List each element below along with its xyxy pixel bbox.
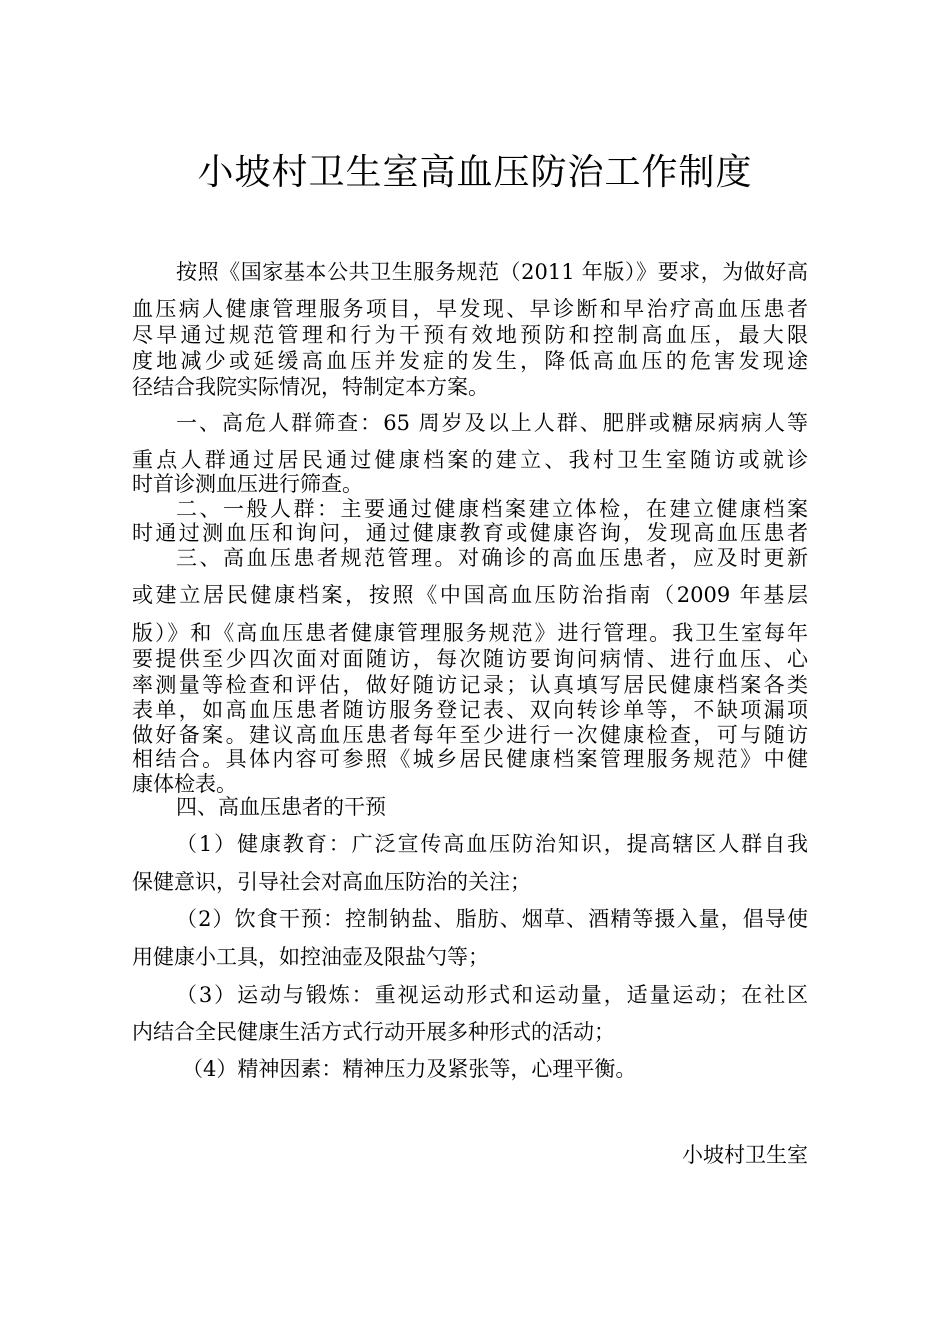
text-line: 四、高血压患者的干预	[176, 795, 386, 819]
text-line: 径结合我院实际情况，特制定本方案。	[132, 375, 489, 399]
text-line: 血压病人健康管理服务项目，早发现、早诊断和早治疗高血压患者	[132, 297, 808, 321]
text-line: （1）健康教育：广泛宣传高血压防治知识，提高辖区人群自我	[176, 832, 808, 856]
text-line: 相结合。具体内容可参照《城乡居民健康档案管理服务规范》中健	[132, 747, 808, 771]
text-line: （4）精神因素：精神压力及紧张等，心理平衡。	[182, 1057, 637, 1081]
text-line: 版）》和《高血压患者健康管理服务规范》进行管理。我卫生室每年	[132, 621, 808, 645]
text-line: 康体检表。	[132, 772, 237, 796]
text-line: 时通过测血压和询问，通过健康教育或健康咨询，发现高血压患者	[132, 521, 808, 545]
text-line: 一、高危人群筛查：65 周岁及以上人群、肥胖或糖尿病病人等	[176, 411, 808, 435]
text-line: 度地减少或延缓高血压并发症的发生，降低高血压的危害发现途	[132, 349, 808, 373]
text-line: 或建立居民健康档案，按照《中国高血压防治指南（2009 年基层	[132, 583, 808, 607]
document-title: 小坡村卫生室高血压防治工作制度	[197, 152, 753, 193]
text-line: 重点人群通过居民通过健康档案的建立、我村卫生室随访或就诊	[132, 448, 808, 472]
text-line: 率测量等检查和评估，做好随访记录；认真填写居民健康档案各类	[132, 673, 808, 697]
text-line: （3）运动与锻炼：重视运动形式和运动量，适量运动；在社区	[176, 983, 808, 1007]
text-line: 尽早通过规范管理和行为干预有效地预防和控制高血压，最大限	[132, 323, 808, 347]
text-line: 要提供至少四次面对面随访，每次随访要询问病情、进行血压、心	[132, 647, 808, 671]
text-line: 时首诊测血压进行筛查。	[132, 472, 363, 496]
text-line: 二、一般人群：主要通过健康档案建立体检，在建立健康档案	[176, 497, 808, 521]
signature: 小坡村卫生室	[682, 1143, 808, 1167]
text-line: 表单，如高血压患者随访服务登记表、双向转诊单等，不缺项漏项	[132, 698, 808, 722]
text-line: 三、高血压患者规范管理。对确诊的高血压患者，应及时更新	[176, 546, 808, 570]
text-line: 保健意识，引导社会对高血压防治的关注；	[132, 870, 531, 894]
text-line: 做好备案。建议高血压患者每年至少进行一次健康检查，可与随访	[132, 723, 808, 747]
text-line: 按照《国家基本公共卫生服务规范（2011 年版）》要求，为做好高	[176, 260, 808, 284]
text-line: （2）饮食干预：控制钠盐、脂肪、烟草、酒精等摄入量，倡导使	[176, 907, 808, 931]
text-line: 内结合全民健康生活方式行动开展多种形式的活动；	[132, 1020, 615, 1044]
text-line: 用健康小工具，如控油壶及限盐勺等；	[132, 945, 489, 969]
